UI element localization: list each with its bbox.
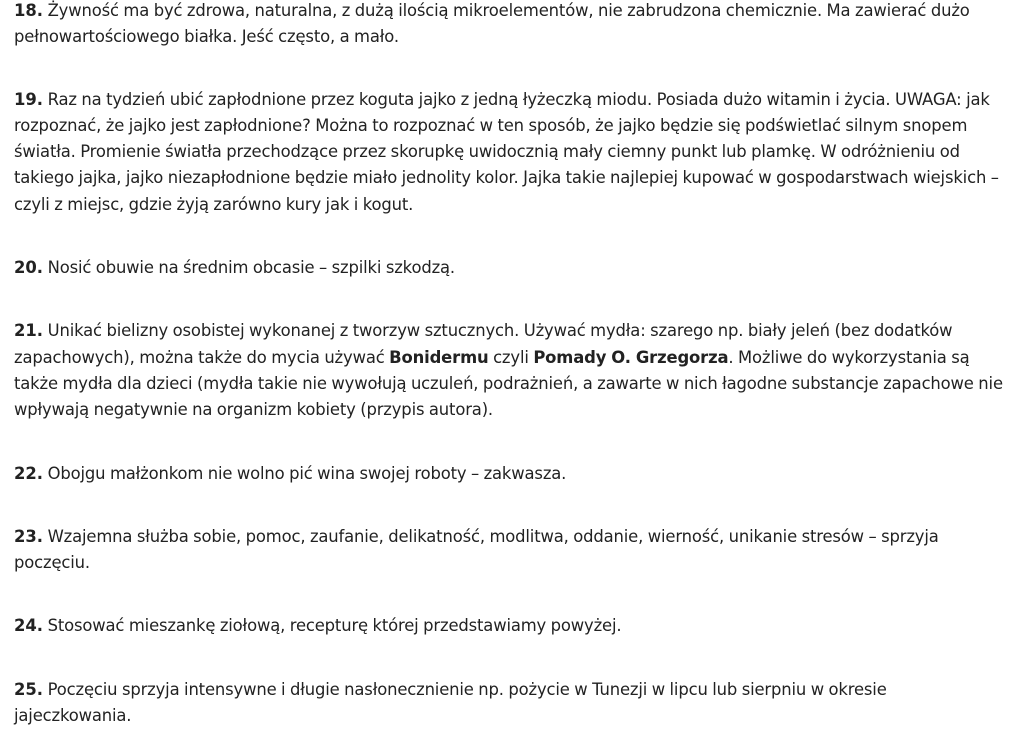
item-number: 21. xyxy=(14,321,44,341)
list-item-19 xyxy=(14,87,1004,218)
item-number: 24. xyxy=(14,616,44,636)
list-item-21 xyxy=(14,318,1004,423)
item-number: 19. xyxy=(14,89,44,109)
list-item-24 xyxy=(14,613,1004,639)
item-text: Nosić obuwie na średnim obcasie – szpilki szkodzą. xyxy=(43,258,455,278)
list-item-18 xyxy=(14,0,1004,51)
item-text: Obojgu małżonkom nie wolno pić wina swojej roboty – zakwasza. xyxy=(43,463,567,483)
list-item-20 xyxy=(14,255,1004,281)
item-text: Wzajemna służba sobie, pomoc, zaufanie, delikatność, modlitwa, oddanie, wierność, unikanie stresów – sprzyja poczęciu. xyxy=(14,526,939,573)
item-text: . Możliwe do wykorzystania są także mydła dla dzieci (mydła takie nie wywołują uczuleń, podrażnień, a zawarte w nich łagodne substancje zapachowe nie wpływają negatywnie na organizm kobiety (przypis autora). xyxy=(14,347,1003,420)
item-number: 22. xyxy=(14,463,44,483)
item-text: Żywność ma być zdrowa, naturalna, z dużą ilością mikroelementów, nie zabrudzona chemicznie. Ma zawierać dużo pełnowartościowego białka. Jeść często, a mało. xyxy=(14,1,970,47)
item-text: Stosować mieszankę ziołową, recepturę której przedstawiamy powyżej. xyxy=(43,616,622,636)
product-name-pomada: Pomady O. Grzegorza xyxy=(533,347,729,367)
item-number: 23. xyxy=(14,526,44,546)
item-text: czyli xyxy=(488,347,534,367)
item-text: Poczęciu sprzyja intensywne i długie nasłonecznienie np. pożycie w Tunezji w lipcu lub sierpniu w okresie jajeczkowania. xyxy=(14,679,887,726)
list-item-23 xyxy=(14,524,1004,577)
product-name-bonidermu: Bonidermu xyxy=(389,347,489,367)
item-number: 18. xyxy=(14,1,44,20)
item-text: Unikać bielizny osobistej wykonanej z tworzyw sztucznych. Używać mydła: szarego np. biały jeleń (bez dodatków zapachowych), można także do mycia używać xyxy=(14,321,953,367)
item-number: 20. xyxy=(14,258,44,278)
list-item-22 xyxy=(14,461,1004,487)
item-number: 25. xyxy=(14,679,44,699)
list-item-25 xyxy=(14,677,1004,730)
item-text: Raz na tydzień ubić zapłodnione przez koguta jajko z jedną łyżeczką miodu. Posiada dużo witamin i życia. UWAGA: jak rozpoznać, że jajko jest zapłodnione? Można to rozpoznać w ten sposób, że jajko będzie się podświetlać silnym snopem światła. Promienie światła przechodzące przez skorupkę uwidocznią mały ciemny punkt lub plamkę. W odróżnieniu od takiego jajka, jajko niezapłodnione będzie miało jednolity kolor. Jajka takie najlepiej kupować w gospodarstwach wiejskich – czyli z miejsc, gdzie żyją zarówno kury jak i kogut. xyxy=(14,89,999,214)
